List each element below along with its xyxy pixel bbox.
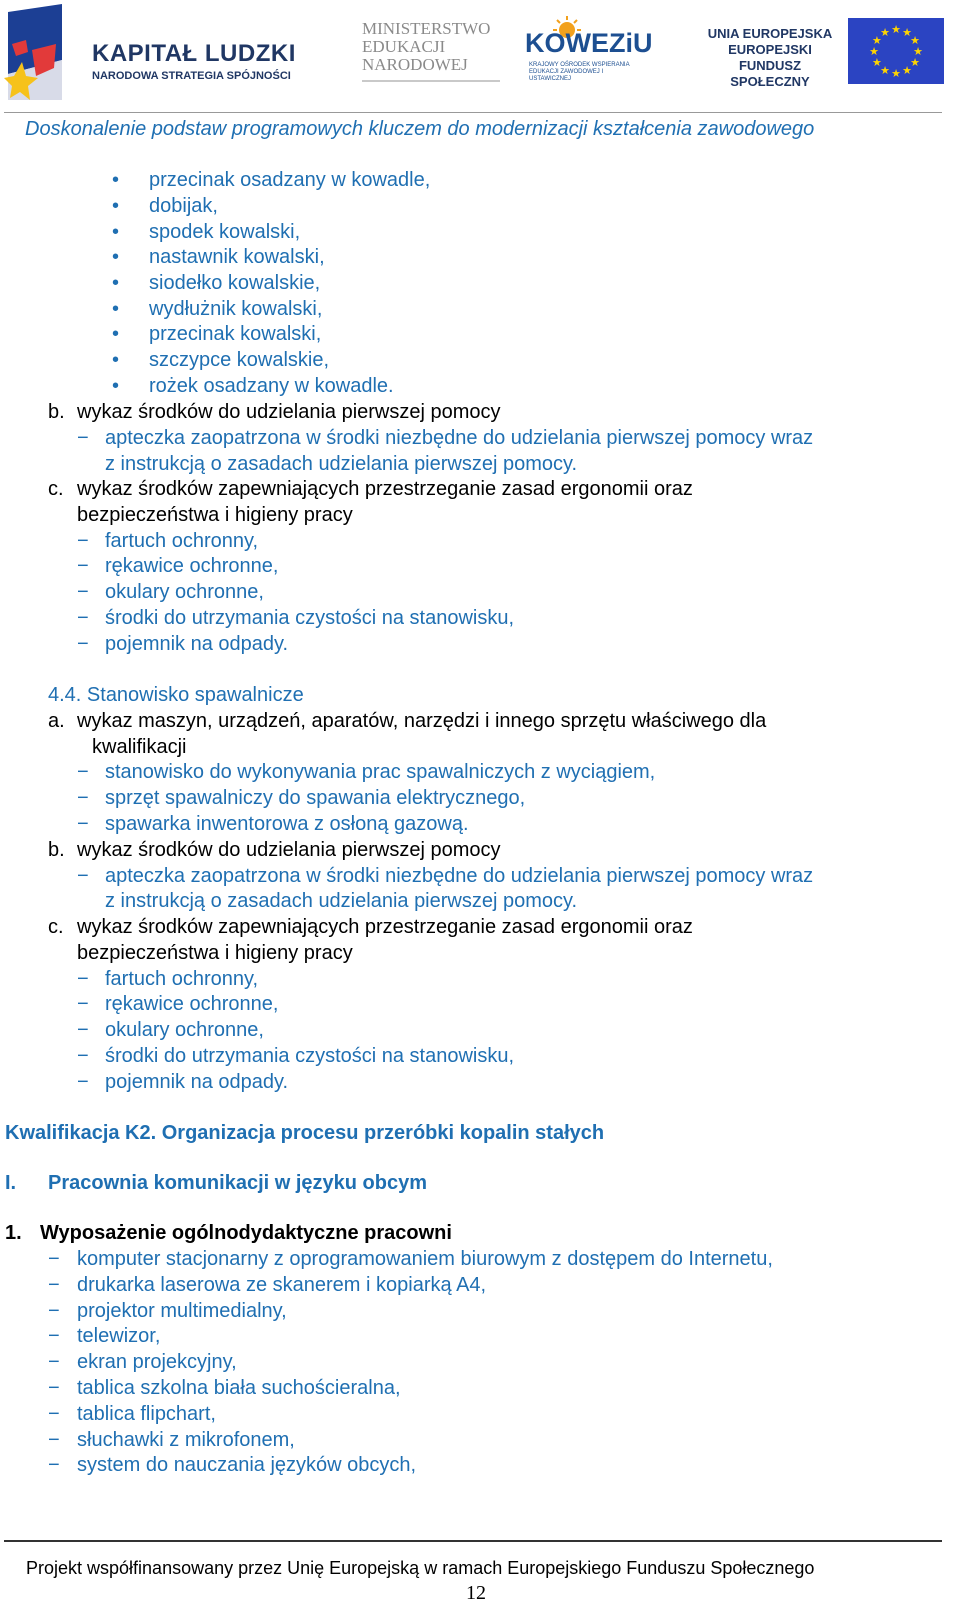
section-heading: wykaz środków zapewniających przestrzeganie zasad ergonomii oraz <box>77 916 693 938</box>
room-title: Pracownia komunikacji w języku obcym <box>48 1172 428 1194</box>
kowezu-name: KOWEZiU <box>525 28 653 58</box>
ministry-line-1: MINISTERSTWO <box>362 19 491 38</box>
dash-icon: − <box>77 607 89 629</box>
eu-star-icon: ★ <box>891 24 901 36</box>
eu-star-icon: ★ <box>869 46 879 58</box>
eu-line-3: FUNDUSZ SPOŁECZNY <box>730 58 810 89</box>
list-item: spawarka inwentorowa z osłoną gazową. <box>105 813 469 835</box>
dash-icon: − <box>77 555 89 577</box>
kapital-ludzki-subtitle: NARODOWA STRATEGIA SPÓJNOŚCI <box>92 70 291 82</box>
list-item: przecinak kowalski, <box>149 323 322 345</box>
list-item: dobijak, <box>149 195 218 217</box>
kowezu-tagline: KRAJOWY OŚRODEK WSPIERANIA EDUKACJI ZAWODOWEJ I USTAWICZNEJ <box>529 62 630 82</box>
dash-icon: − <box>77 1071 89 1093</box>
dash-icon: − <box>48 1325 60 1347</box>
section-heading: wykaz środków zapewniających przestrzeganie zasad ergonomii oraz <box>77 478 693 500</box>
section-heading-continuation: bezpieczeństwa i higieny pracy <box>77 942 353 964</box>
list-item: apteczka zaopatrzona w środki niezbędne do udzielania pierwszej pomocy wraz <box>105 865 814 887</box>
eu-line-2: EUROPEJSKI <box>728 42 812 57</box>
list-item: stanowisko do wykonywania prac spawalniczych z wyciągiem, <box>105 761 656 783</box>
list-item: szczypce kowalskie, <box>149 349 330 371</box>
bullet-icon: • <box>112 221 120 243</box>
dash-icon: − <box>77 787 89 809</box>
list-item: pojemnik na odpady. <box>105 633 289 655</box>
dash-icon: − <box>48 1429 60 1451</box>
list-item: system do nauczania języków obcych, <box>77 1454 417 1476</box>
list-marker: c. <box>48 478 64 500</box>
dash-icon: − <box>48 1300 60 1322</box>
list-item: rękawice ochronne, <box>105 993 279 1015</box>
section-heading: wykaz maszyn, urządzeń, aparatów, narzędzi i innego sprzętu właściwego dla <box>77 710 767 732</box>
list-item: ekran projekcyjny, <box>77 1351 237 1373</box>
dash-icon: − <box>77 968 89 990</box>
eu-star-icon: ★ <box>880 65 890 78</box>
dash-icon: − <box>77 865 89 887</box>
list-item: okulary ochronne, <box>105 1019 264 1041</box>
kapital-ludzki-emblem-icon <box>4 4 84 104</box>
list-item: projektor multimedialny, <box>77 1300 287 1322</box>
list-item: środki do utrzymania czystości na stanowisku, <box>105 607 515 629</box>
list-item: nastawnik kowalski, <box>149 246 325 268</box>
kowezu-logo <box>525 20 655 80</box>
kapital-ludzki-logo <box>4 4 304 104</box>
section-heading-continuation: kwalifikacji <box>92 736 187 758</box>
page-number: 12 <box>466 1582 486 1604</box>
dash-icon: − <box>48 1454 60 1476</box>
dash-icon: − <box>77 993 89 1015</box>
bullet-icon: • <box>112 169 120 191</box>
bullet-icon: • <box>112 195 120 217</box>
dash-icon: − <box>77 581 89 603</box>
kapital-ludzki-title: KAPITAŁ LUDZKI <box>92 40 296 67</box>
eu-star-icon: ★ <box>872 35 882 47</box>
list-marker: b. <box>48 839 65 861</box>
eu-star-icon: ★ <box>880 26 890 39</box>
list-item: rękawice ochronne, <box>105 555 279 577</box>
eu-stars-icon <box>848 18 944 84</box>
footer-rule <box>4 1540 942 1542</box>
eu-star-icon: ★ <box>910 57 920 69</box>
dash-icon: − <box>48 1248 60 1270</box>
dash-icon: − <box>77 530 89 552</box>
eu-flag-icon <box>848 18 944 84</box>
dash-icon: − <box>48 1403 60 1425</box>
eu-line-1: UNIA EUROPEJSKA <box>707 26 833 41</box>
list-item: rożek osadzany w kowadle. <box>149 375 394 397</box>
eu-star-icon: ★ <box>891 68 901 80</box>
section-heading: wykaz środków do udzielania pierwszej pomocy <box>77 401 501 423</box>
project-title: Doskonalenie podstaw programowych kluczem do modernizacji kształcenia zawodowego <box>25 118 815 140</box>
list-item-continuation: z instrukcją o zasadach udzielania pierwszej pomocy. <box>105 453 578 475</box>
list-item: apteczka zaopatrzona w środki niezbędne do udzielania pierwszej pomocy wraz <box>105 427 814 449</box>
ministry-underline <box>362 80 500 82</box>
list-marker: c. <box>48 916 64 938</box>
dash-icon: − <box>77 427 89 449</box>
eu-star-icon: ★ <box>872 57 882 69</box>
dash-icon: − <box>77 633 89 655</box>
eu-star-icon: ★ <box>902 26 912 39</box>
list-item: komputer stacjonarny z oprogramowaniem biurowym z dostępem do Internetu, <box>77 1248 773 1270</box>
list-marker: b. <box>48 401 65 423</box>
list-marker: a. <box>48 710 65 732</box>
list-item: sprzęt spawalniczy do spawania elektrycznego, <box>105 787 526 809</box>
dash-icon: − <box>77 813 89 835</box>
dash-icon: − <box>77 1045 89 1067</box>
dash-icon: − <box>48 1274 60 1296</box>
list-item: fartuch ochronny, <box>105 530 259 552</box>
bullet-icon: • <box>112 272 120 294</box>
list-item: okulary ochronne, <box>105 581 264 603</box>
ministry-logo <box>362 20 512 80</box>
eu-text <box>700 26 840 90</box>
list-item-continuation: z instrukcją o zasadach udzielania pierwszej pomocy. <box>105 890 578 912</box>
list-item: wydłużnik kowalski, <box>149 298 323 320</box>
eu-star-icon: ★ <box>910 35 920 47</box>
bullet-icon: • <box>112 349 120 371</box>
dash-icon: − <box>77 1019 89 1041</box>
dash-icon: − <box>48 1377 60 1399</box>
equipment-heading: Wyposażenie ogólnodydaktyczne pracowni <box>40 1222 452 1244</box>
page-header <box>0 0 960 112</box>
list-item: tablica flipchart, <box>77 1403 216 1425</box>
ministry-line-2: EDUKACJI <box>362 37 446 56</box>
list-item: pojemnik na odpady. <box>105 1071 289 1093</box>
dash-icon: − <box>77 761 89 783</box>
eu-star-icon: ★ <box>902 65 912 78</box>
bullet-icon: • <box>112 246 120 268</box>
header-rule <box>4 112 942 113</box>
bullet-icon: • <box>112 375 120 397</box>
list-marker: 1. <box>5 1222 22 1244</box>
qualification-title: Kwalifikacja K2. Organizacja procesu przeróbki kopalin stałych <box>5 1122 605 1144</box>
list-item: słuchawki z mikrofonem, <box>77 1429 295 1451</box>
list-item: drukarka laserowa ze skanerem i kopiarką A4, <box>77 1274 487 1296</box>
ministry-line-3: NARODOWEJ <box>362 55 468 74</box>
room-marker: I. <box>5 1172 17 1194</box>
list-item: środki do utrzymania czystości na stanowisku, <box>105 1045 515 1067</box>
eu-star-icon: ★ <box>913 46 923 58</box>
list-item: siodełko kowalskie, <box>149 272 321 294</box>
section-title: 4.4. Stanowisko spawalnicze <box>48 684 304 706</box>
list-item: przecinak osadzany w kowadle, <box>149 169 431 191</box>
bullet-icon: • <box>112 323 120 345</box>
list-item: tablica szkolna biała suchościeralna, <box>77 1377 401 1399</box>
list-item: telewizor, <box>77 1325 161 1347</box>
list-item: fartuch ochronny, <box>105 968 259 990</box>
bullet-icon: • <box>112 298 120 320</box>
section-heading: wykaz środków do udzielania pierwszej pomocy <box>77 839 501 861</box>
section-heading-continuation: bezpieczeństwa i higieny pracy <box>77 504 353 526</box>
dash-icon: − <box>48 1351 60 1373</box>
footer-text: Projekt współfinansowany przez Unię Europejską w ramach Europejskiego Funduszu Społecznego <box>26 1558 815 1578</box>
list-item: spodek kowalski, <box>149 221 301 243</box>
